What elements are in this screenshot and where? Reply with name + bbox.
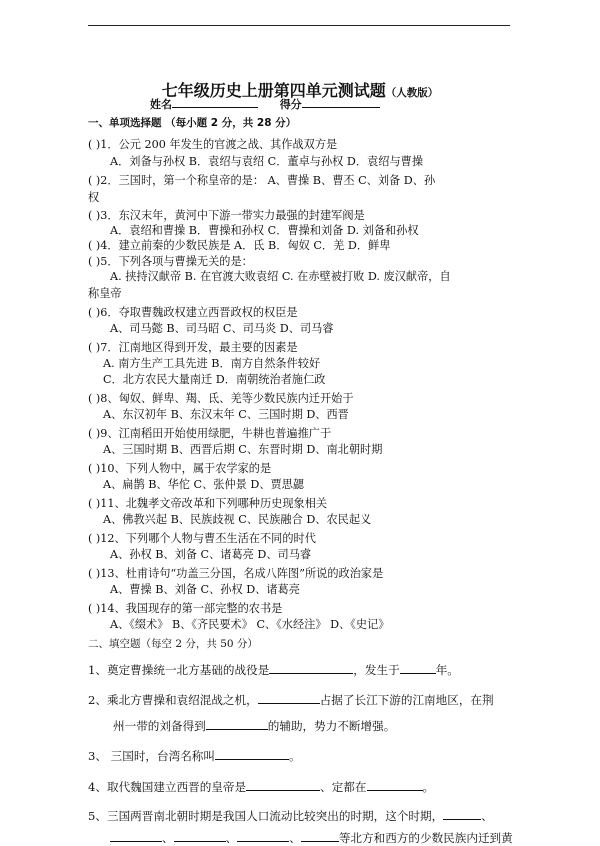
answer-options: A、扁鹊 B、华佗 C、张仲景 D、贾思勰 [103,478,305,491]
fill-blank[interactable] [301,830,339,842]
question-line: ( )5．下列各项与曹操无关的是： [88,255,253,268]
fill-text: 。 [289,749,301,763]
section-multiple-choice: 一、单项选择题 （每小题 2 分，共 28 分） [88,117,297,129]
score-blank[interactable] [302,96,380,108]
question-line: ( )3．东汉末年，黄河中下游一带实力最强的封建军阀是 [88,209,365,222]
fill-text: 、定都在 [320,780,367,794]
fill-blank[interactable] [367,779,423,791]
fill-question-4 [88,779,434,795]
answer-options: A、《缀术》 B、《齐民要术》 C、《水经注》 D、《史记》 [110,618,390,631]
name-score-line [150,96,380,112]
score-label: 得分 [279,98,302,111]
question-line: ( )1．公元 200 年发生的官渡之战、其作战双方是 [88,138,338,151]
question-continuation: 权 [88,191,100,204]
fill-text: 、 [162,831,174,845]
fill-question-3 [88,748,301,764]
fill-text: 州一带的刘备得到 [113,719,206,733]
fill-text: 1、奠定曹操统一北方基础的战役是 [88,663,270,677]
section-fill-in: 二、填空题（每空 2 分，共 50 分） [88,638,258,650]
question-line: ( )14、我国现存的第一部完整的农书是 [88,602,283,615]
fill-text: 。 [422,780,435,794]
fill-question-5 [88,808,493,824]
answer-options: A、佛教兴起 B、民族歧视 C、民族融合 D、农民起义 [103,513,372,526]
fill-text: ，发生于 [353,663,400,677]
answer-options: A、东汉初年 B、东汉末年 C、三国时期 D、西晋 [103,408,349,421]
answer-options: C．北方农民大量南迁 D．南朝统治者施仁政 [103,373,326,386]
name-label: 姓名 [150,98,172,111]
question-line: ( )12、下列哪个人物与曹丕生活在不同的时代 [88,532,316,545]
fill-text: 3、 三国时，台湾名称叫 [88,749,215,763]
top-rule [88,25,510,26]
fill-text: 2、乘北方曹操和袁绍混战之机， [88,693,258,707]
answer-options: A. 挟持汉献帝 B. 在官渡大败袁绍 C. 在赤壁被打败 D. 废汉献帝，自 [110,270,451,283]
fill-blank[interactable] [110,830,162,842]
fill-blank[interactable] [246,779,320,791]
fill-blank[interactable] [269,662,353,674]
fill-text: 5、三国两晋南北朝时期是我国人口流动比较突出的时期，这个时期， [88,809,444,823]
fill-text: 占据了长江下游的江南地区，在荆 [319,693,494,707]
question-line: ( )9、江南稻田开始使用绿肥，牛耕也普遍推广于 [88,427,332,440]
fill-text: 、 [225,831,238,845]
fill-text: 等北方和西方的少数民族内迁到黄 [338,831,513,845]
fill-text: 4、取代魏国建立西晋的皇帝是 [88,780,247,794]
fill-blank[interactable] [237,830,289,842]
question-line: ( )6．夺取曹魏政权建立西晋政权的权臣是 [88,306,298,319]
question-line: ( )10、下列人物中，属于农学家的是 [88,462,272,475]
answer-options: A. 南方生产工具先进 B．南方自然条件较好 [103,357,321,370]
fill-question-5-cont [110,830,513,846]
answer-options: A．刘备与孙权 B．袁绍与袁绍 C．董卓与孙权 D．袁绍与曹操 [110,155,424,168]
answer-options: A、司马懿 B、司马昭 C、司马炎 D、司马睿 [110,322,334,335]
question-line: ( )11、北魏孝文帝改革和下列哪种历史现象相关 [88,497,328,510]
fill-text: 的辅助，势力不断增强。 [267,719,396,733]
question-line: ( )2．三国时，第一个称皇帝的是： A、曹操 B、曹丕 C、刘备 D、孙 [88,174,436,187]
fill-blank[interactable] [215,748,289,760]
fill-question-1 [88,662,459,678]
fill-blank[interactable] [258,692,320,704]
title-text: 七年级历史上册第四单元测试题 [161,81,386,100]
fill-text: 、 [481,809,493,823]
fill-question-2 [88,692,494,708]
title-edition: （人教版） [385,87,439,99]
fill-text: 、 [289,831,301,845]
fill-blank[interactable] [174,830,226,842]
answer-options: A、曹操 B、刘备 C、孙权 D、诸葛亮 [110,583,300,596]
fill-blank[interactable] [400,662,436,674]
fill-blank[interactable] [443,808,481,820]
question-line: ( )4．建立前秦的少数民族是 A．氐 B．匈奴 C．羌 D．鲜卑 [88,239,391,252]
question-line: ( )8、匈奴、鲜卑、羯、氐、羌等少数民族内迁开始于 [88,392,354,405]
answer-options: A．袁绍和曹操 B．曹操和孙权 C．曹操和刘备 D. 刘备和孙权 [110,224,419,237]
fill-question-2-cont [113,718,395,734]
answer-options: A、三国时期 B、西晋后期 C、东晋时期 D、南北朝时期 [103,443,383,456]
question-line: ( )7．江南地区得到开发，最主要的因素是 [88,341,298,354]
question-line: ( )13、杜甫诗句“功盖三分国，名成八阵图”所说的政治家是 [88,567,384,580]
fill-text: 年。 [435,663,459,677]
answer-options: A、孙权 B、刘备 C、诸葛亮 D、司马睿 [110,548,312,561]
answer-continuation: 称皇帝 [88,287,122,300]
fill-blank[interactable] [206,718,268,730]
name-blank[interactable] [172,96,258,108]
